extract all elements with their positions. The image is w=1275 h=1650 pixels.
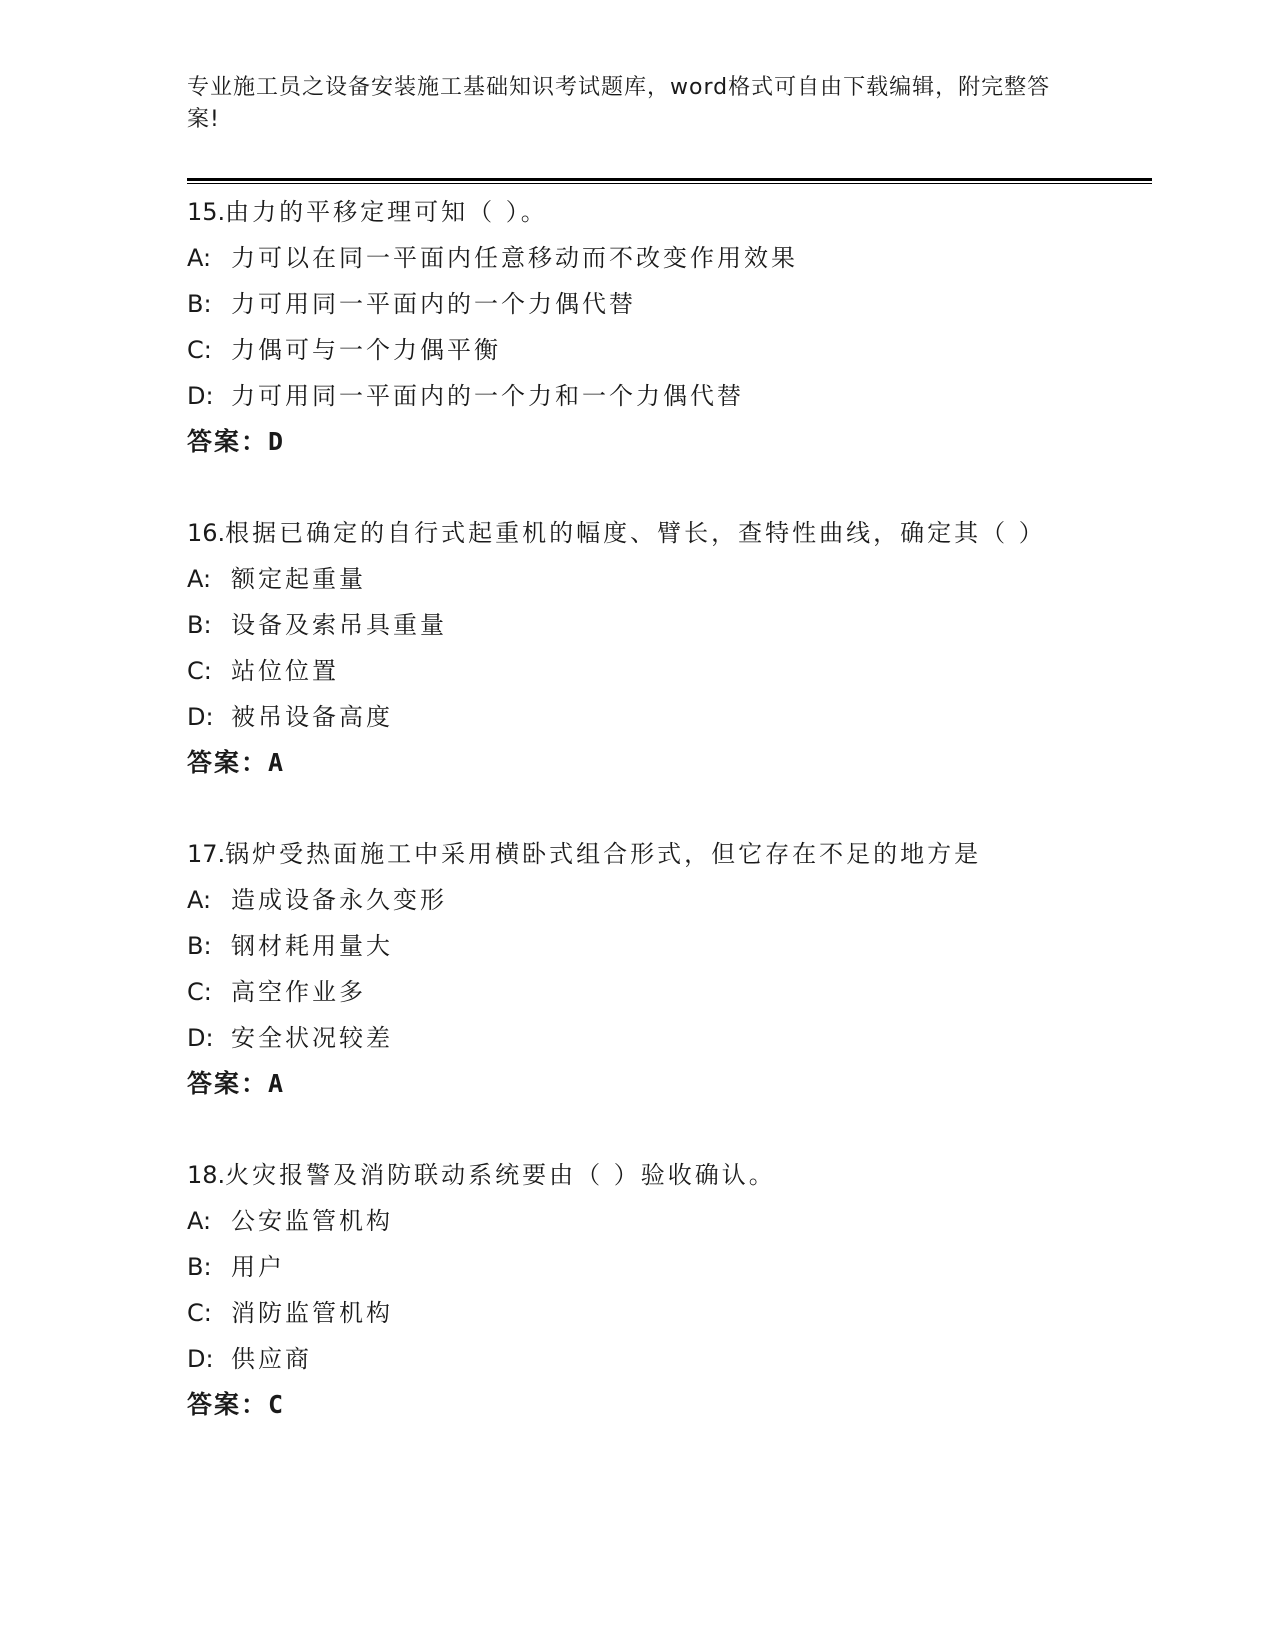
option-key: D:	[187, 703, 214, 731]
question-16	[187, 510, 1087, 786]
question-stem	[187, 189, 1087, 235]
header-divider	[187, 178, 1152, 181]
question-stem	[187, 510, 1087, 556]
option-text: 设备及索吊具重量	[231, 611, 447, 639]
option-text: 额定起重量	[231, 565, 366, 593]
question-text: 由力的平移定理可知（ ）。	[225, 198, 548, 226]
option-c	[187, 327, 1087, 373]
answer-label: 答案：	[187, 748, 269, 777]
option-text: 安全状况较差	[231, 1024, 393, 1052]
option-key: B:	[187, 290, 212, 318]
question-17	[187, 831, 1087, 1107]
answer-label: 答案：	[187, 427, 269, 456]
option-key: A:	[187, 1207, 212, 1235]
option-text: 消防监管机构	[231, 1299, 393, 1327]
option-key: A:	[187, 244, 212, 272]
option-key: C:	[187, 657, 212, 685]
question-text: 根据已确定的自行式起重机的幅度、臂长，查特性曲线，确定其（ ）	[225, 519, 1046, 547]
question-text: 锅炉受热面施工中采用横卧式组合形式，但它存在不足的地方是	[225, 840, 982, 868]
option-text: 力可用同一平面内的一个力偶代替	[231, 290, 636, 318]
option-b	[187, 602, 1087, 648]
option-key: D:	[187, 382, 214, 410]
question-list	[187, 189, 1087, 1428]
option-a	[187, 556, 1087, 602]
answer-value: A	[268, 748, 286, 777]
option-d	[187, 373, 1087, 419]
answer-value: A	[268, 1069, 286, 1098]
question-stem	[187, 1152, 1087, 1198]
option-key: C:	[187, 1299, 212, 1327]
option-d	[187, 1015, 1087, 1061]
spacer	[187, 1107, 1087, 1152]
option-b	[187, 1244, 1087, 1290]
option-a	[187, 877, 1087, 923]
option-text: 站位位置	[231, 657, 339, 685]
question-number: 15.	[187, 198, 226, 226]
question-text: 火灾报警及消防联动系统要由（ ）验收确认。	[225, 1161, 776, 1189]
option-key: C:	[187, 336, 212, 364]
option-text: 力可以在同一平面内任意移动而不改变作用效果	[231, 244, 798, 272]
option-text: 被吊设备高度	[231, 703, 393, 731]
option-text: 造成设备永久变形	[231, 886, 447, 914]
option-key: A:	[187, 886, 212, 914]
answer-value: C	[268, 1390, 286, 1419]
question-number: 18.	[187, 1161, 226, 1189]
option-key: C:	[187, 978, 212, 1006]
option-key: D:	[187, 1024, 214, 1052]
option-c	[187, 648, 1087, 694]
option-text: 高空作业多	[231, 978, 366, 1006]
option-text: 供应商	[231, 1345, 312, 1373]
option-text: 力偶可与一个力偶平衡	[231, 336, 501, 364]
question-18	[187, 1152, 1087, 1428]
option-c	[187, 1290, 1087, 1336]
option-b	[187, 923, 1087, 969]
option-d	[187, 694, 1087, 740]
option-text: 公安监管机构	[231, 1207, 393, 1235]
answer-label: 答案：	[187, 1390, 269, 1419]
question-number: 16.	[187, 519, 226, 547]
question-15	[187, 189, 1087, 465]
option-a	[187, 1198, 1087, 1244]
option-b	[187, 281, 1087, 327]
answer-line	[187, 419, 1087, 465]
answer-label: 答案：	[187, 1069, 269, 1098]
option-key: D:	[187, 1345, 214, 1373]
spacer	[187, 786, 1087, 831]
answer-line	[187, 740, 1087, 786]
option-key: B:	[187, 932, 212, 960]
option-d	[187, 1336, 1087, 1382]
header-divider-thin	[187, 183, 1152, 184]
option-text: 用户	[231, 1253, 285, 1281]
answer-value: D	[268, 427, 286, 456]
option-key: B:	[187, 1253, 212, 1281]
option-key: B:	[187, 611, 212, 639]
option-text: 钢材耗用量大	[231, 932, 393, 960]
option-text: 力可用同一平面内的一个力和一个力偶代替	[231, 382, 744, 410]
question-number: 17.	[187, 840, 226, 868]
option-c	[187, 969, 1087, 1015]
spacer	[187, 465, 1087, 510]
option-key: A:	[187, 565, 212, 593]
question-stem	[187, 831, 1087, 877]
header-text: 专业施工员之设备安装施工基础知识考试题库，word格式可自由下载编辑，附完整答案!	[187, 75, 1051, 132]
answer-line	[187, 1061, 1087, 1107]
option-a	[187, 235, 1087, 281]
answer-line	[187, 1382, 1087, 1428]
document-header	[187, 72, 1067, 136]
